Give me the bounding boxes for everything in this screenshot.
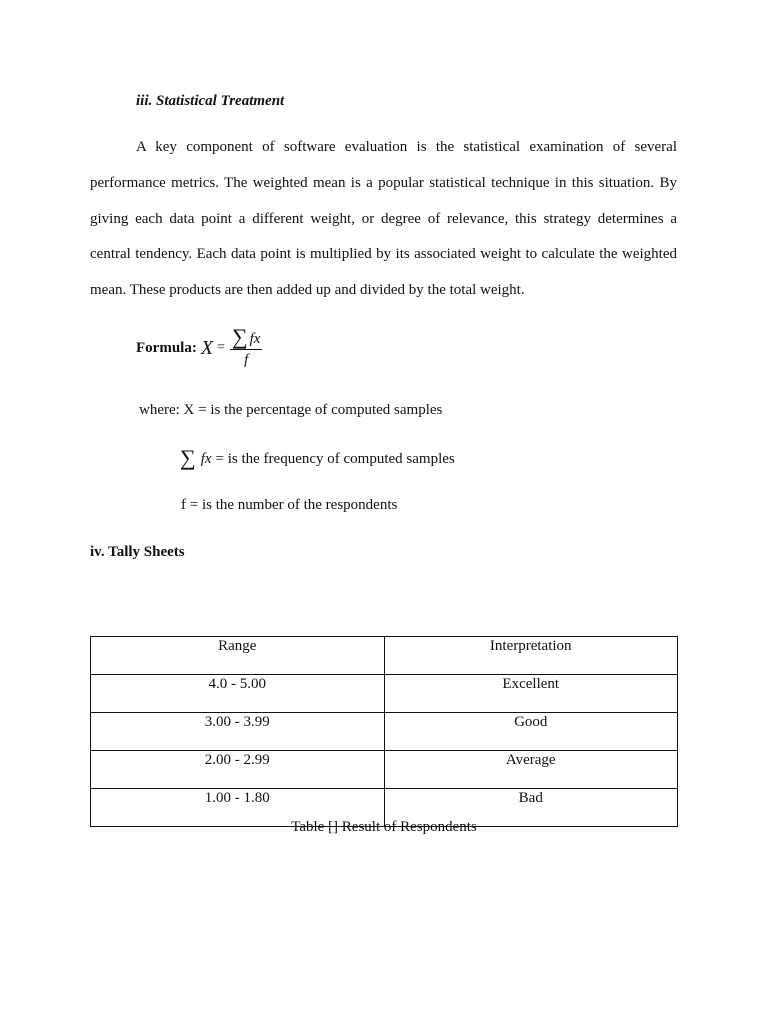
table-cell-range: 3.00 - 3.99 [91,713,385,751]
definition-sum-fx [180,447,455,469]
table-cell-range: 1.00 - 1.80 [91,789,385,827]
numerator-fx: fx [249,331,261,347]
table-header-row [91,637,678,675]
table-header-range: Range [91,637,385,675]
table-row [91,675,678,713]
table-row [91,713,678,751]
section-heading-tally-sheets: iv. Tally Sheets [90,544,185,560]
table-caption: Table [] Result of Respondents [291,819,477,835]
formula-denominator: f [244,352,249,368]
definition-fx: fx [200,451,212,467]
section-heading-statistical-treatment: iii. Statistical Treatment [136,93,285,109]
table-cell-interpretation: Excellent [384,675,678,713]
table-cell-range: 2.00 - 2.99 [91,751,385,789]
sigma-symbol: ∑ [180,445,196,470]
sigma-symbol: ∑ [231,324,248,349]
formula-numerator [230,326,263,350]
formula-label: Formula: [136,339,197,356]
definition-sum-fx-text: = is the frequency of computed samples [215,451,455,467]
formula-equals: = [217,340,225,355]
formula-fraction [230,326,263,370]
table-header-interpretation: Interpretation [384,637,678,675]
table-cell-interpretation: Bad [384,789,678,827]
statistical-treatment-paragraph: A key component of software evaluation is the statistical examination of several performance metrics. The weighted mean is a popular statistical technique in this situation. By giving each data point a different weight, or degree of relevance, this strategy determines a central tendency. Each data point is multiplied by its associated weight to calculate the weighted mean. These products are then added up and divided by the total weight. [90,139,677,299]
weighted-mean-formula [136,323,262,373]
table-cell-range: 4.0 - 5.00 [91,675,385,713]
definition-f: f = is the number of the respondents [181,497,398,513]
table-cell-interpretation: Good [384,713,678,751]
definition-x: where: X = is the percentage of computed samples [139,402,443,418]
tally-table [90,636,678,827]
table-row [91,751,678,789]
table-cell-interpretation: Average [384,751,678,789]
formula-lhs: X [200,336,214,359]
